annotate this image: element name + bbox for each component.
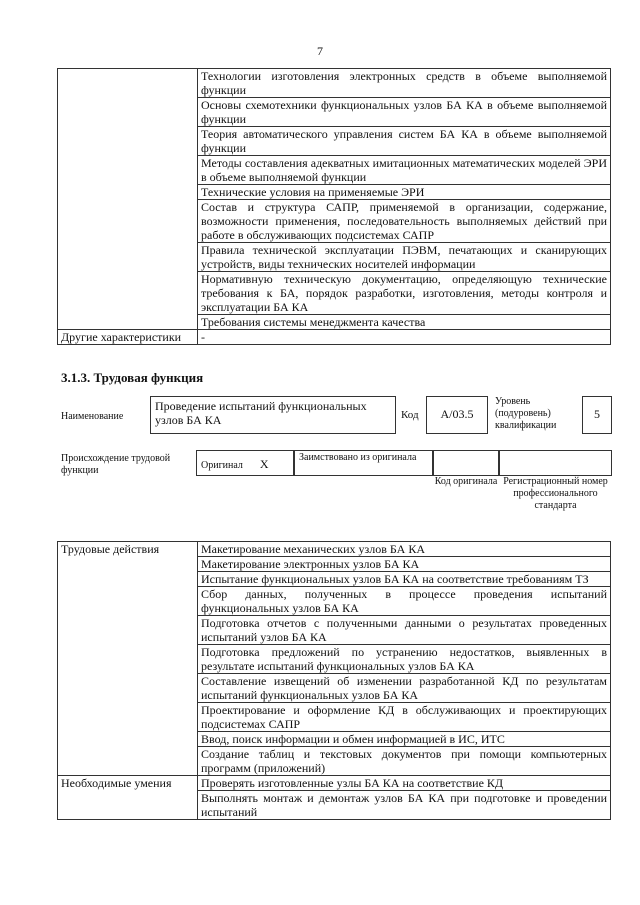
knowledge-row: Состав и структура САПР, применяемой в организации, содержание, возможности применения, последовательность выполняемых действий при работе в обслуживающих подсистемах САПР bbox=[198, 200, 611, 243]
registration-caption: Регистрационный номер профессионального стандарта bbox=[503, 476, 608, 511]
other-characteristics-label: Другие характеристики bbox=[58, 330, 198, 345]
code-caption: Код оригинала bbox=[434, 476, 498, 487]
knowledge-row: Нормативную техническую документацию, определяющую технические требования к БА, порядок разработки, изготовления, методы контроля и эксплуатации БА КА bbox=[198, 272, 611, 315]
section-title: 3.1.3. Трудовая функция bbox=[61, 370, 204, 385]
action-row: Проектирование и оформление КД в обслуживающих и проектирующих подсистемах САПР bbox=[198, 703, 611, 732]
level-label: Уровень (подуровень) квалификации bbox=[495, 396, 557, 431]
knowledge-row: Требования системы менеджмента качества bbox=[198, 315, 611, 330]
action-row: Макетирование электронных узлов БА КА bbox=[198, 557, 611, 572]
code-box bbox=[426, 396, 488, 434]
action-row: Подготовка предложений по устранению недостатков, выявленных в результате испытаний функциональных узлов БА КА bbox=[198, 645, 611, 674]
original-code-box bbox=[433, 450, 499, 476]
skill-row: Выполнять монтаж и демонтаж узлов БА КА при подготовке и проведении испытаний bbox=[198, 791, 611, 820]
knowledge-row: Технологии изготовления электронных средств в объеме выполняемой функции bbox=[198, 69, 611, 98]
borrowed-box bbox=[294, 450, 433, 476]
actions-label: Трудовые действия bbox=[58, 542, 198, 776]
action-row: Макетирование механических узлов БА КА bbox=[198, 542, 611, 557]
knowledge-row: Основы схемотехники функциональных узлов БА КА в объеме выполняемой функции bbox=[198, 98, 611, 127]
original-box bbox=[196, 450, 294, 476]
action-row: Испытание функциональных узлов БА КА на соответствие требованиям ТЗ bbox=[198, 572, 611, 587]
registration-number-box bbox=[499, 450, 612, 476]
code-label: Код bbox=[401, 409, 419, 421]
knowledge-row: Методы составления адекватных имитационных математических моделей ЭРИ в объеме выполняемой функции bbox=[198, 156, 611, 185]
function-name-value: Проведение испытаний функциональных узлов БА КА bbox=[155, 399, 367, 427]
original-mark: X bbox=[259, 457, 269, 471]
knowledge-row: Правила технической эксплуатации ПЭВМ, печатающих и сканирующих устройств, виды технических носителей информации bbox=[198, 243, 611, 272]
original-label: Оригинал bbox=[201, 460, 243, 471]
knowledge-row: Теория автоматического управления систем БА КА в объеме выполняемой функции bbox=[198, 127, 611, 156]
skill-row: Проверять изготовленные узлы БА КА на соответствие КД bbox=[198, 776, 611, 791]
skills-label: Необходимые умения bbox=[58, 776, 198, 820]
action-row: Сбор данных, полученных в процессе проведения испытаний функциональных узлов БА КА bbox=[198, 587, 611, 616]
action-row: Подготовка отчетов с полученными данными о результатах проведенных испытаний узлов БА КА bbox=[198, 616, 611, 645]
name-label: Наименование bbox=[61, 411, 124, 422]
code-value: A/03.5 bbox=[440, 407, 474, 421]
borrowed-label: Заимствовано из оригинала bbox=[299, 452, 417, 463]
action-row: Ввод, поиск информации и обмен информацией в ИС, ИТС bbox=[198, 732, 611, 747]
level-value: 5 bbox=[594, 407, 600, 421]
other-characteristics-value: - bbox=[198, 330, 611, 345]
function-name-box bbox=[150, 396, 396, 434]
level-box bbox=[582, 396, 612, 434]
table1-left-cell bbox=[58, 69, 198, 330]
action-row: Составление извещений об изменении разработанной КД по результатам испытаний функциональных узлов БА КА bbox=[198, 674, 611, 703]
knowledge-row: Технические условия на применяемые ЭРИ bbox=[198, 185, 611, 200]
labor-actions-table bbox=[57, 541, 611, 820]
origin-label: Происхождение трудовой функции bbox=[61, 453, 171, 476]
knowledge-table bbox=[57, 68, 611, 345]
action-row: Создание таблиц и текстовых документов при помощи компьютерных программ (приложений) bbox=[198, 747, 611, 776]
page-number: 7 bbox=[317, 44, 323, 58]
